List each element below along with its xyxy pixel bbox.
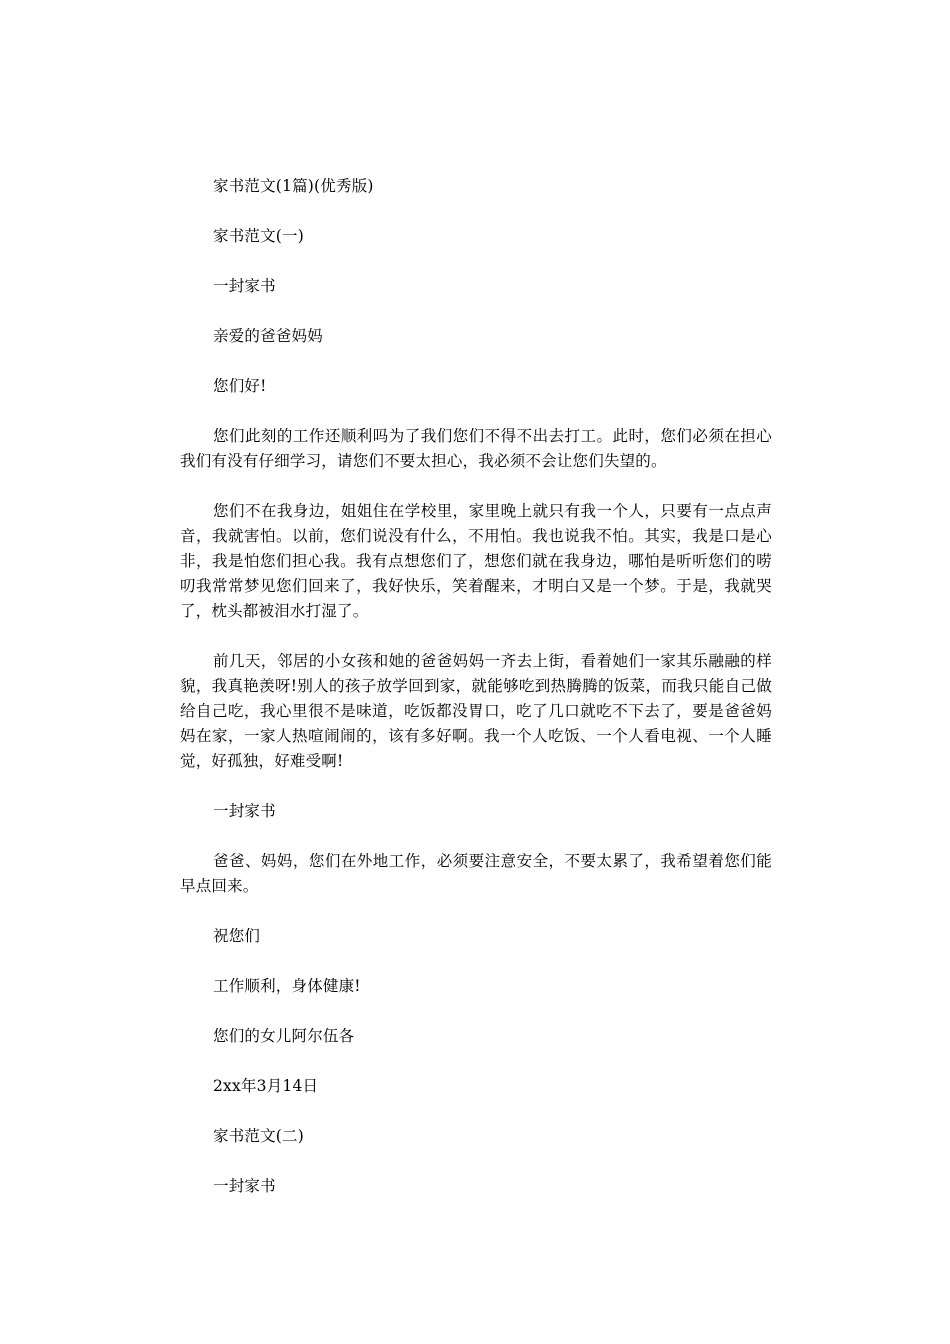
letter-salutation: 亲爱的爸爸妈妈 [213,327,323,345]
letter-wish: 工作顺利，身体健康! [213,977,361,995]
document-body [180,174,772,1224]
section-heading-2: 家书范文(二) [213,1127,304,1145]
letter-paragraph: 爸爸、妈妈，您们在外地工作，必须要注意安全，不要太累了，我希望着您们能早点回来。 [180,852,772,895]
letter-title: 一封家书 [213,1177,276,1195]
letter-paragraph: 您们此刻的工作还顺利吗为了我们您们不得不出去打工。此时，您们必须在担心我们有没有仔细学习，请您们不要太担心，我必须不会让您们失望的。 [180,427,772,470]
letter-title: 一封家书 [213,802,276,820]
letter-title: 一封家书 [213,277,276,295]
letter-closing: 祝您们 [213,927,261,945]
letter-date: 2xx年3月14日 [213,1077,319,1095]
letter-paragraph: 前几天，邻居的小女孩和她的爸爸妈妈一齐去上街，看着她们一家其乐融融的样貌，我真艳羡呀!别人的孩子放学回到家，就能够吃到热腾腾的饭菜，而我只能自己做给自己吃，我心里很不是味道，吃饭都没胃口，吃了几口就吃不下去了，要是爸爸妈妈在家，一家人热喧闹闹的，该有多好啊。我一个人吃饭、一个人看电视、一个人睡觉，好孤独，好难受啊! [180,652,772,770]
letter-signature: 您们的女儿阿尔伍各 [213,1027,355,1045]
section-heading-1: 家书范文(一) [213,227,304,245]
document-title: 家书范文(1篇)(优秀版) [213,177,374,195]
letter-greeting: 您们好! [213,377,267,395]
letter-paragraph: 您们不在我身边，姐姐住在学校里，家里晚上就只有我一个人，只要有一点点声音，我就害怕。以前，您们说没有什么，不用怕。我也说我不怕。其实，我是口是心非，我是怕您们担心我。我有点想您们了，想您们就在我身边，哪怕是听听您们的唠叨我常常梦见您们回来了，我好快乐，笑着醒来，才明白又是一个梦。于是，我就哭了，枕头都被泪水打湿了。 [180,502,772,620]
